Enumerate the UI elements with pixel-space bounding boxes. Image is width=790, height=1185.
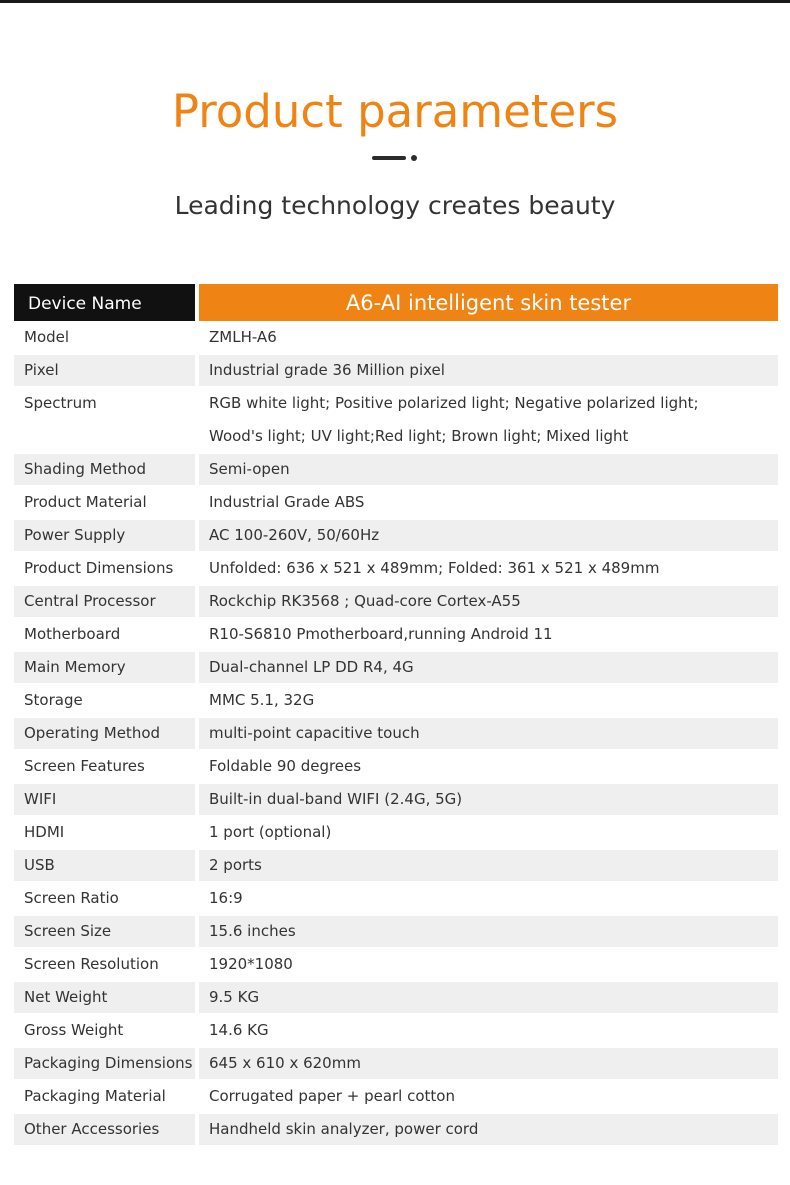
table-row: [14, 586, 778, 619]
table-row: [14, 850, 778, 883]
table-row: [14, 916, 778, 949]
table-row: [14, 1048, 778, 1081]
param-value: R10-S6810 Pmotherboard,running Android 11: [209, 625, 553, 643]
param-value: Unfolded: 636 x 521 x 489mm; Folded: 361 x 521 x 489mm: [209, 559, 660, 577]
header-value-cell: A6-AI intelligent skin tester: [199, 284, 778, 321]
param-name: Packaging Material: [24, 1087, 166, 1105]
param-name: Main Memory: [14, 652, 195, 683]
param-value: 645 x 610 x 620mm: [199, 1048, 778, 1079]
param-value: Handheld skin analyzer, power cord: [199, 1114, 778, 1145]
param-value: Rockchip RK3568 ; Quad-core Cortex-A55: [199, 586, 778, 617]
table-header-row: [14, 284, 778, 321]
table-row: [14, 982, 778, 1015]
param-name: Pixel: [14, 355, 195, 386]
table-row: [14, 1081, 778, 1114]
param-name: Product Dimensions: [24, 559, 174, 577]
table-row: [14, 388, 778, 454]
param-value: 1 port (optional): [209, 823, 332, 841]
top-border: [0, 0, 790, 3]
param-value: [199, 388, 778, 452]
param-value: AC 100-260V, 50/60Hz: [199, 520, 778, 551]
param-value: Foldable 90 degrees: [209, 757, 362, 775]
table-row: [14, 817, 778, 850]
param-value: Industrial Grade ABS: [209, 493, 365, 511]
param-name: Screen Features: [24, 757, 145, 775]
table-row: [14, 784, 778, 817]
divider-bar: [372, 156, 406, 160]
param-name: Packaging Dimensions: [14, 1048, 195, 1079]
table-row: [14, 553, 778, 586]
divider-dot: [411, 155, 417, 161]
param-name: Screen Size: [14, 916, 195, 947]
param-value: Industrial grade 36 Million pixel: [199, 355, 778, 386]
param-value-line: Wood's light; UV light;Red light; Brown light; Mixed light: [209, 427, 629, 445]
param-name: Motherboard: [24, 625, 121, 643]
param-value: 15.6 inches: [199, 916, 778, 947]
table-row: [14, 487, 778, 520]
table-row: [14, 652, 778, 685]
table-row: [14, 883, 778, 916]
param-name: HDMI: [24, 823, 65, 841]
param-value: MMC 5.1, 32G: [209, 691, 315, 709]
param-value: Corrugated paper + pearl cotton: [209, 1087, 455, 1105]
param-name: Storage: [24, 691, 83, 709]
header-key-cell: Device Name: [14, 284, 195, 321]
table-row: [14, 619, 778, 652]
table-row: [14, 685, 778, 718]
param-name: Model: [24, 328, 70, 346]
param-name: Net Weight: [14, 982, 195, 1013]
page-subtitle: Leading technology creates beauty: [174, 191, 616, 220]
param-value: Semi-open: [199, 454, 778, 485]
param-value: 1920*1080: [209, 955, 293, 973]
param-name: Spectrum: [24, 394, 97, 412]
param-value: 9.5 KG: [199, 982, 778, 1013]
param-value: Built-in dual-band WIFI (2.4G, 5G): [199, 784, 778, 815]
table-row: [14, 1015, 778, 1048]
param-name: Shading Method: [14, 454, 195, 485]
param-name: Product Material: [24, 493, 147, 511]
param-name: USB: [14, 850, 195, 881]
table-row: [14, 751, 778, 784]
title-divider: [0, 155, 790, 163]
table-body: [14, 322, 778, 1147]
table-row: [14, 454, 778, 487]
param-name: Gross Weight: [24, 1021, 124, 1039]
param-value: Dual-channel LP DD R4, 4G: [199, 652, 778, 683]
table-row: [14, 355, 778, 388]
page-title: Product parameters: [171, 85, 619, 138]
param-name: WIFI: [14, 784, 195, 815]
table-row: [14, 1114, 778, 1147]
table-row: [14, 520, 778, 553]
param-value: multi-point capacitive touch: [199, 718, 778, 749]
param-name: Other Accessories: [14, 1114, 195, 1145]
param-name: Central Processor: [14, 586, 195, 617]
param-name: Power Supply: [14, 520, 195, 551]
param-value: ZMLH-A6: [209, 328, 277, 346]
table-row: [14, 949, 778, 982]
param-value: 2 ports: [199, 850, 778, 881]
table-row: [14, 718, 778, 751]
param-value-line: RGB white light; Positive polarized light; Negative polarized light;: [209, 394, 699, 412]
table-row: [14, 322, 778, 355]
param-name: Operating Method: [14, 718, 195, 749]
param-name: Screen Resolution: [24, 955, 159, 973]
param-value: 16:9: [209, 889, 243, 907]
param-value: 14.6 KG: [209, 1021, 269, 1039]
param-name: Screen Ratio: [24, 889, 119, 907]
parameters-table: [14, 284, 778, 1147]
